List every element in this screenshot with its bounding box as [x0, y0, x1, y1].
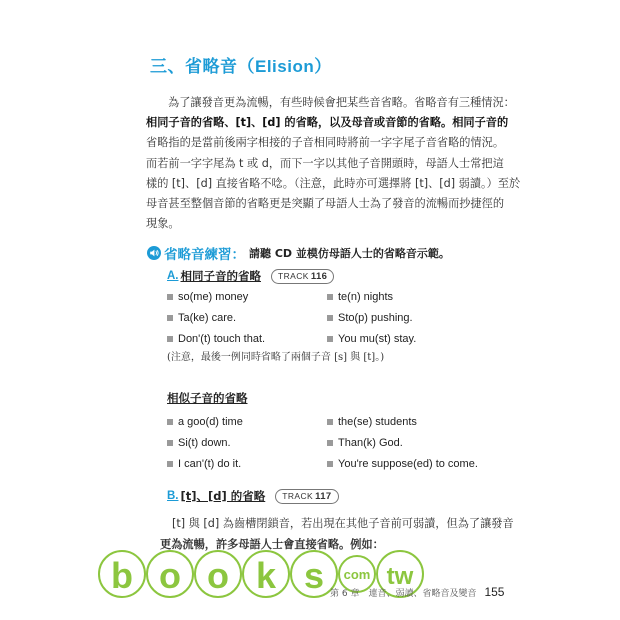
bullet-square	[167, 440, 173, 446]
practice-heading	[147, 243, 450, 263]
bullet-square	[167, 294, 173, 300]
track-badge-116[interactable]: TRACK 116	[271, 269, 334, 284]
bullet-square	[327, 315, 333, 321]
similar-examples	[167, 411, 478, 474]
list-item: Don'(t) touch that.	[167, 328, 327, 349]
bullet-square	[167, 315, 173, 321]
section-b-letter: B.	[167, 490, 179, 502]
svg-text:com: com	[343, 567, 371, 582]
list-item: I can'(t) do it.	[167, 453, 327, 474]
section-title-zh: 三、省略音	[150, 57, 238, 77]
intro-line: 相同子音的省略、[t]、[d] 的省略，以及母音或音節的省略。相同子音的	[146, 116, 509, 130]
svg-text:k: k	[255, 555, 277, 596]
bullet-square	[167, 461, 173, 467]
practice-instruction: 請聽 CD 並模仿母語人士的省略音示範。	[249, 247, 450, 260]
svg-text:tw: tw	[386, 563, 414, 590]
similar-consonant-heading: 相似子音的省略	[167, 391, 248, 405]
list-item: te(n) nights	[327, 286, 487, 307]
svg-text:o: o	[159, 555, 181, 596]
intro-line: 省略指的是當前後兩字相接的子音相同時將前一字字尾子音省略的情況。	[146, 136, 505, 150]
section-b-heading	[167, 488, 339, 504]
section-b-line: 更為流暢，許多母語人士會直接省略。例如：	[160, 538, 384, 551]
section-a-heading	[167, 268, 334, 284]
list-item: You're suppose(ed) to come.	[327, 453, 487, 474]
section-title-en: （Elision）	[237, 57, 332, 76]
intro-line: 母音甚至整個音節的省略更是突顯了母語人士為了發音的流暢而抄捷徑的	[146, 197, 505, 211]
list-item: You mu(st) stay.	[327, 328, 487, 349]
intro-line: 為了讓發音更為流暢，有些時候會把某些音省略。省略音有三種情況：	[168, 96, 515, 109]
list-item: Ta(ke) care.	[167, 307, 327, 328]
intro-line: 現象。	[146, 217, 180, 231]
svg-text:s: s	[303, 555, 325, 596]
bullet-square	[327, 461, 333, 467]
list-item: Sto(p) pushing.	[327, 307, 487, 328]
bullet-square	[327, 294, 333, 300]
intro-paragraph	[146, 93, 521, 234]
list-item: so(me) money	[167, 286, 327, 307]
intro-line: 而若前一字字尾為 t 或 d，而下一字以其他子音開頭時，母語人士常把這	[146, 156, 504, 170]
section-a-note: (注意，最後一例同時省略了兩個子音 [s] 與 [t]。)	[167, 352, 385, 363]
speaker-icon	[147, 246, 161, 260]
bullet-square	[167, 336, 173, 342]
list-item: Than(k) God.	[327, 432, 487, 453]
intro-line: 樣的 [t]、[d] 直接省略不唸。（注意，此時亦可選擇將 [t]、[d] 弱讀。）至於	[146, 176, 521, 190]
practice-title: 省略音練習：	[164, 247, 245, 263]
svg-text:b: b	[111, 555, 133, 596]
bullet-square	[327, 419, 333, 425]
footer-chapter: 第 6 章 連音、弱讀、省略音及變音	[330, 588, 477, 599]
section-b-label: [t]、[d] 的省略	[180, 489, 266, 503]
track-badge-117[interactable]: TRACK 117	[275, 489, 338, 504]
page-footer	[330, 585, 504, 599]
bullet-square	[327, 440, 333, 446]
bullet-square	[167, 419, 173, 425]
bullet-square	[327, 336, 333, 342]
list-item: Si(t) down.	[167, 432, 327, 453]
section-title	[150, 52, 332, 77]
svg-text:o: o	[207, 555, 229, 596]
page-number: 155	[484, 585, 505, 599]
section-a-letter: A.	[167, 270, 179, 282]
list-item: a goo(d) time	[167, 411, 327, 432]
section-a-examples	[167, 286, 467, 349]
list-item: the(se) students	[327, 411, 487, 432]
section-b-line: [t] 與 [d] 為齒槽閉鎖音，若出現在其他子音前可弱讀，但為了讓發音	[172, 517, 514, 530]
section-a-label: 相同子音的省略	[180, 269, 261, 283]
